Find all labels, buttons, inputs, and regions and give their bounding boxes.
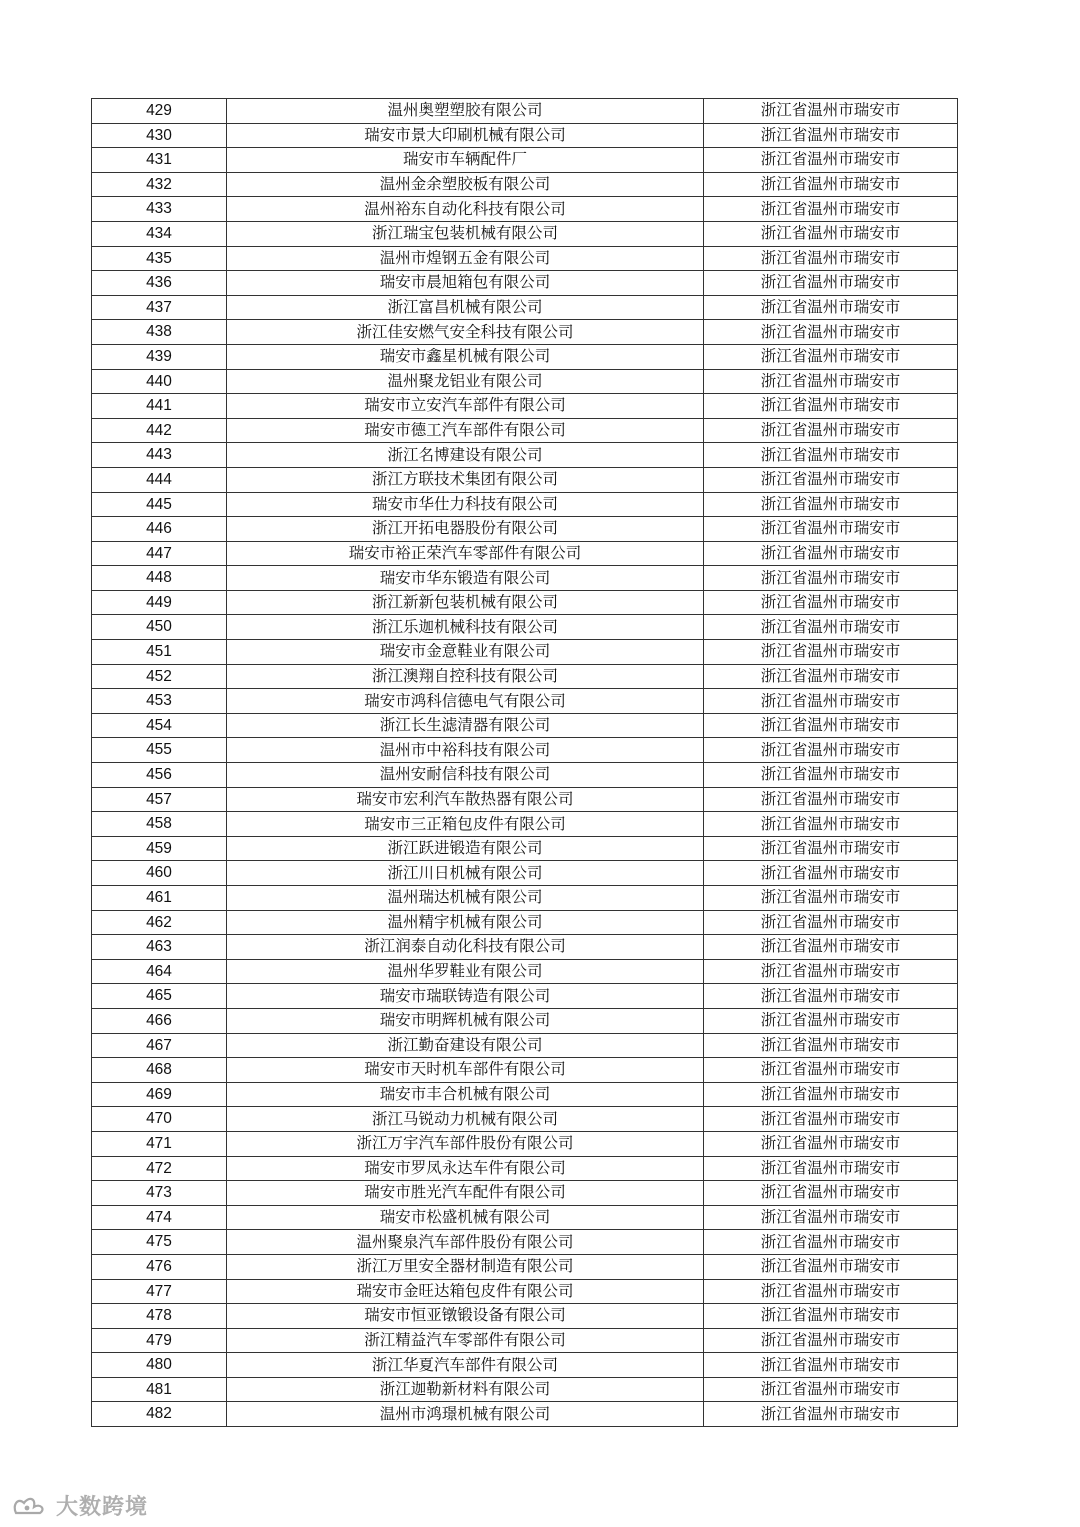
table-row <box>92 123 958 148</box>
company-location: 浙江省温州市瑞安市 <box>704 369 958 394</box>
company-name: 瑞安市金旺达箱包皮件有限公司 <box>227 1279 704 1304</box>
company-name: 瑞安市瑞联铸造有限公司 <box>227 984 704 1009</box>
company-location: 浙江省温州市瑞安市 <box>704 1082 958 1107</box>
row-number: 454 <box>92 713 227 738</box>
company-location: 浙江省温州市瑞安市 <box>704 1058 958 1083</box>
table-row <box>92 935 958 960</box>
table-row <box>92 246 958 271</box>
company-location: 浙江省温州市瑞安市 <box>704 861 958 886</box>
company-name: 瑞安市天时机车部件有限公司 <box>227 1058 704 1083</box>
company-location: 浙江省温州市瑞安市 <box>704 1328 958 1353</box>
table-row <box>92 172 958 197</box>
company-location: 浙江省温州市瑞安市 <box>704 812 958 837</box>
row-number: 446 <box>92 517 227 542</box>
company-location: 浙江省温州市瑞安市 <box>704 1279 958 1304</box>
company-name: 瑞安市明辉机械有限公司 <box>227 1008 704 1033</box>
table-row <box>92 517 958 542</box>
table-row <box>92 492 958 517</box>
table-row <box>92 443 958 468</box>
row-number: 456 <box>92 763 227 788</box>
company-name: 浙江名博建设有限公司 <box>227 443 704 468</box>
company-name: 瑞安市立安汽车部件有限公司 <box>227 394 704 419</box>
table-row <box>92 1328 958 1353</box>
company-name: 温州聚泉汽车部件股份有限公司 <box>227 1230 704 1255</box>
company-location: 浙江省温州市瑞安市 <box>704 984 958 1009</box>
row-number: 455 <box>92 738 227 763</box>
company-location: 浙江省温州市瑞安市 <box>704 1377 958 1402</box>
table-row <box>92 1402 958 1427</box>
company-name: 浙江润泰自动化科技有限公司 <box>227 935 704 960</box>
row-number: 433 <box>92 197 227 222</box>
row-number: 449 <box>92 590 227 615</box>
table-row <box>92 910 958 935</box>
company-name: 浙江迦勒新材料有限公司 <box>227 1377 704 1402</box>
row-number: 434 <box>92 221 227 246</box>
dashujiaojing-logo-icon <box>10 1493 50 1519</box>
company-location: 浙江省温州市瑞安市 <box>704 467 958 492</box>
row-number: 453 <box>92 689 227 714</box>
row-number: 478 <box>92 1304 227 1329</box>
company-name: 瑞安市金意鞋业有限公司 <box>227 640 704 665</box>
row-number: 473 <box>92 1181 227 1206</box>
table-row <box>92 566 958 591</box>
table-row <box>92 615 958 640</box>
company-name: 温州聚龙铝业有限公司 <box>227 369 704 394</box>
company-location: 浙江省温州市瑞安市 <box>704 886 958 911</box>
row-number: 464 <box>92 959 227 984</box>
table-row <box>92 320 958 345</box>
table-row <box>92 984 958 1009</box>
table-row <box>92 1058 958 1083</box>
row-number: 467 <box>92 1033 227 1058</box>
table-row <box>92 1107 958 1132</box>
company-name: 浙江长生滤清器有限公司 <box>227 713 704 738</box>
company-location: 浙江省温州市瑞安市 <box>704 959 958 984</box>
company-location: 浙江省温州市瑞安市 <box>704 1156 958 1181</box>
company-name: 瑞安市胜光汽车配件有限公司 <box>227 1181 704 1206</box>
company-name: 温州奥塑塑胶有限公司 <box>227 99 704 124</box>
company-location: 浙江省温州市瑞安市 <box>704 1033 958 1058</box>
company-name: 温州市煌钢五金有限公司 <box>227 246 704 271</box>
company-name: 浙江精益汽车零部件有限公司 <box>227 1328 704 1353</box>
company-name: 温州裕东自动化科技有限公司 <box>227 197 704 222</box>
row-number: 469 <box>92 1082 227 1107</box>
company-location: 浙江省温州市瑞安市 <box>704 418 958 443</box>
table-row <box>92 1131 958 1156</box>
table-row <box>92 344 958 369</box>
row-number: 438 <box>92 320 227 345</box>
table-row <box>92 1254 958 1279</box>
row-number: 437 <box>92 295 227 320</box>
row-number: 479 <box>92 1328 227 1353</box>
company-location: 浙江省温州市瑞安市 <box>704 443 958 468</box>
company-location: 浙江省温州市瑞安市 <box>704 344 958 369</box>
table-row <box>92 640 958 665</box>
table-body <box>92 99 958 1427</box>
table-row <box>92 1033 958 1058</box>
company-name: 瑞安市华仕力科技有限公司 <box>227 492 704 517</box>
company-location: 浙江省温州市瑞安市 <box>704 713 958 738</box>
company-location: 浙江省温州市瑞安市 <box>704 590 958 615</box>
company-location: 浙江省温州市瑞安市 <box>704 615 958 640</box>
company-name: 瑞安市华东锻造有限公司 <box>227 566 704 591</box>
row-number: 451 <box>92 640 227 665</box>
row-number: 466 <box>92 1008 227 1033</box>
table-row <box>92 295 958 320</box>
row-number: 458 <box>92 812 227 837</box>
company-location: 浙江省温州市瑞安市 <box>704 1230 958 1255</box>
company-location: 浙江省温州市瑞安市 <box>704 738 958 763</box>
row-number: 460 <box>92 861 227 886</box>
company-location: 浙江省温州市瑞安市 <box>704 910 958 935</box>
table-row <box>92 1008 958 1033</box>
company-location: 浙江省温州市瑞安市 <box>704 664 958 689</box>
company-name: 浙江川日机械有限公司 <box>227 861 704 886</box>
company-location: 浙江省温州市瑞安市 <box>704 689 958 714</box>
company-name: 瑞安市德工汽车部件有限公司 <box>227 418 704 443</box>
company-location: 浙江省温州市瑞安市 <box>704 1205 958 1230</box>
row-number: 472 <box>92 1156 227 1181</box>
row-number: 477 <box>92 1279 227 1304</box>
row-number: 465 <box>92 984 227 1009</box>
table-row <box>92 836 958 861</box>
company-name: 温州市鸿璟机械有限公司 <box>227 1402 704 1427</box>
company-location: 浙江省温州市瑞安市 <box>704 1008 958 1033</box>
table-row <box>92 861 958 886</box>
row-number: 463 <box>92 935 227 960</box>
company-name: 瑞安市景大印刷机械有限公司 <box>227 123 704 148</box>
company-location: 浙江省温州市瑞安市 <box>704 271 958 296</box>
row-number: 452 <box>92 664 227 689</box>
table-row <box>92 1377 958 1402</box>
company-name: 温州金余塑胶板有限公司 <box>227 172 704 197</box>
row-number: 436 <box>92 271 227 296</box>
table-row <box>92 467 958 492</box>
company-location: 浙江省温州市瑞安市 <box>704 640 958 665</box>
company-location: 浙江省温州市瑞安市 <box>704 1353 958 1378</box>
company-name: 温州精宇机械有限公司 <box>227 910 704 935</box>
table-row <box>92 664 958 689</box>
row-number: 443 <box>92 443 227 468</box>
table-row <box>92 99 958 124</box>
company-name: 温州华罗鞋业有限公司 <box>227 959 704 984</box>
company-location: 浙江省温州市瑞安市 <box>704 1131 958 1156</box>
table-row <box>92 221 958 246</box>
row-number: 439 <box>92 344 227 369</box>
table-row <box>92 1230 958 1255</box>
row-number: 430 <box>92 123 227 148</box>
company-location: 浙江省温州市瑞安市 <box>704 935 958 960</box>
company-name: 温州瑞达机械有限公司 <box>227 886 704 911</box>
company-name: 浙江佳安燃气安全科技有限公司 <box>227 320 704 345</box>
company-location: 浙江省温州市瑞安市 <box>704 320 958 345</box>
company-name: 浙江方联技术集团有限公司 <box>227 467 704 492</box>
company-name: 瑞安市宏利汽车散热器有限公司 <box>227 787 704 812</box>
company-name: 温州市中裕科技有限公司 <box>227 738 704 763</box>
table-row <box>92 886 958 911</box>
company-name: 浙江万里安全器材制造有限公司 <box>227 1254 704 1279</box>
company-location: 浙江省温州市瑞安市 <box>704 541 958 566</box>
company-name: 瑞安市松盛机械有限公司 <box>227 1205 704 1230</box>
row-number: 441 <box>92 394 227 419</box>
row-number: 471 <box>92 1131 227 1156</box>
table-row <box>92 418 958 443</box>
table-row <box>92 1181 958 1206</box>
row-number: 476 <box>92 1254 227 1279</box>
row-number: 474 <box>92 1205 227 1230</box>
table-row <box>92 1082 958 1107</box>
row-number: 475 <box>92 1230 227 1255</box>
row-number: 459 <box>92 836 227 861</box>
row-number: 470 <box>92 1107 227 1132</box>
company-name: 瑞安市鑫星机械有限公司 <box>227 344 704 369</box>
company-location: 浙江省温州市瑞安市 <box>704 221 958 246</box>
row-number: 442 <box>92 418 227 443</box>
company-location: 浙江省温州市瑞安市 <box>704 123 958 148</box>
company-name: 浙江新新包装机械有限公司 <box>227 590 704 615</box>
company-location: 浙江省温州市瑞安市 <box>704 492 958 517</box>
company-table <box>91 98 958 1427</box>
table-row <box>92 197 958 222</box>
company-location: 浙江省温州市瑞安市 <box>704 99 958 124</box>
table-row <box>92 763 958 788</box>
company-location: 浙江省温州市瑞安市 <box>704 1107 958 1132</box>
company-name: 浙江澳翔自控科技有限公司 <box>227 664 704 689</box>
table-row <box>92 1205 958 1230</box>
company-location: 浙江省温州市瑞安市 <box>704 394 958 419</box>
company-name: 浙江万宇汽车部件股份有限公司 <box>227 1131 704 1156</box>
row-number: 429 <box>92 99 227 124</box>
company-location: 浙江省温州市瑞安市 <box>704 295 958 320</box>
company-name: 瑞安市车辆配件厂 <box>227 148 704 173</box>
company-location: 浙江省温州市瑞安市 <box>704 836 958 861</box>
company-name: 浙江富昌机械有限公司 <box>227 295 704 320</box>
company-name: 浙江马锐动力机械有限公司 <box>227 1107 704 1132</box>
company-location: 浙江省温州市瑞安市 <box>704 1254 958 1279</box>
company-location: 浙江省温州市瑞安市 <box>704 1181 958 1206</box>
company-location: 浙江省温州市瑞安市 <box>704 763 958 788</box>
row-number: 481 <box>92 1377 227 1402</box>
table-row <box>92 271 958 296</box>
row-number: 448 <box>92 566 227 591</box>
table-row <box>92 394 958 419</box>
company-name: 浙江瑞宝包装机械有限公司 <box>227 221 704 246</box>
company-name: 浙江华夏汽车部件有限公司 <box>227 1353 704 1378</box>
row-number: 480 <box>92 1353 227 1378</box>
row-number: 482 <box>92 1402 227 1427</box>
table-row <box>92 590 958 615</box>
table-row <box>92 713 958 738</box>
row-number: 462 <box>92 910 227 935</box>
table-row <box>92 738 958 763</box>
company-location: 浙江省温州市瑞安市 <box>704 197 958 222</box>
company-name: 瑞安市罗凤永达车件有限公司 <box>227 1156 704 1181</box>
company-name: 瑞安市三正箱包皮件有限公司 <box>227 812 704 837</box>
company-name: 瑞安市丰合机械有限公司 <box>227 1082 704 1107</box>
company-location: 浙江省温州市瑞安市 <box>704 787 958 812</box>
company-location: 浙江省温州市瑞安市 <box>704 1402 958 1427</box>
company-name: 瑞安市晨旭箱包有限公司 <box>227 271 704 296</box>
table-row <box>92 369 958 394</box>
row-number: 440 <box>92 369 227 394</box>
company-list-table <box>91 98 957 1427</box>
row-number: 447 <box>92 541 227 566</box>
company-location: 浙江省温州市瑞安市 <box>704 1304 958 1329</box>
company-location: 浙江省温州市瑞安市 <box>704 566 958 591</box>
row-number: 457 <box>92 787 227 812</box>
row-number: 431 <box>92 148 227 173</box>
table-row <box>92 812 958 837</box>
table-row <box>92 959 958 984</box>
company-name: 瑞安市恒亚镦锻设备有限公司 <box>227 1304 704 1329</box>
table-row <box>92 1353 958 1378</box>
table-row <box>92 689 958 714</box>
table-row <box>92 1304 958 1329</box>
company-name: 浙江勤奋建设有限公司 <box>227 1033 704 1058</box>
row-number: 468 <box>92 1058 227 1083</box>
watermark-text: 大数跨境 <box>56 1495 149 1520</box>
row-number: 435 <box>92 246 227 271</box>
watermark <box>10 1490 148 1521</box>
table-row <box>92 148 958 173</box>
row-number: 444 <box>92 467 227 492</box>
row-number: 445 <box>92 492 227 517</box>
company-name: 浙江开拓电器股份有限公司 <box>227 517 704 542</box>
company-name: 浙江乐迦机械科技有限公司 <box>227 615 704 640</box>
company-location: 浙江省温州市瑞安市 <box>704 148 958 173</box>
company-name: 温州安耐信科技有限公司 <box>227 763 704 788</box>
company-name: 浙江跃进锻造有限公司 <box>227 836 704 861</box>
table-row <box>92 1279 958 1304</box>
table-row <box>92 787 958 812</box>
company-name: 瑞安市鸿科信德电气有限公司 <box>227 689 704 714</box>
company-location: 浙江省温州市瑞安市 <box>704 246 958 271</box>
company-location: 浙江省温州市瑞安市 <box>704 172 958 197</box>
company-location: 浙江省温州市瑞安市 <box>704 517 958 542</box>
company-name: 瑞安市裕正荣汽车零部件有限公司 <box>227 541 704 566</box>
row-number: 450 <box>92 615 227 640</box>
table-row <box>92 1156 958 1181</box>
row-number: 432 <box>92 172 227 197</box>
row-number: 461 <box>92 886 227 911</box>
table-row <box>92 541 958 566</box>
